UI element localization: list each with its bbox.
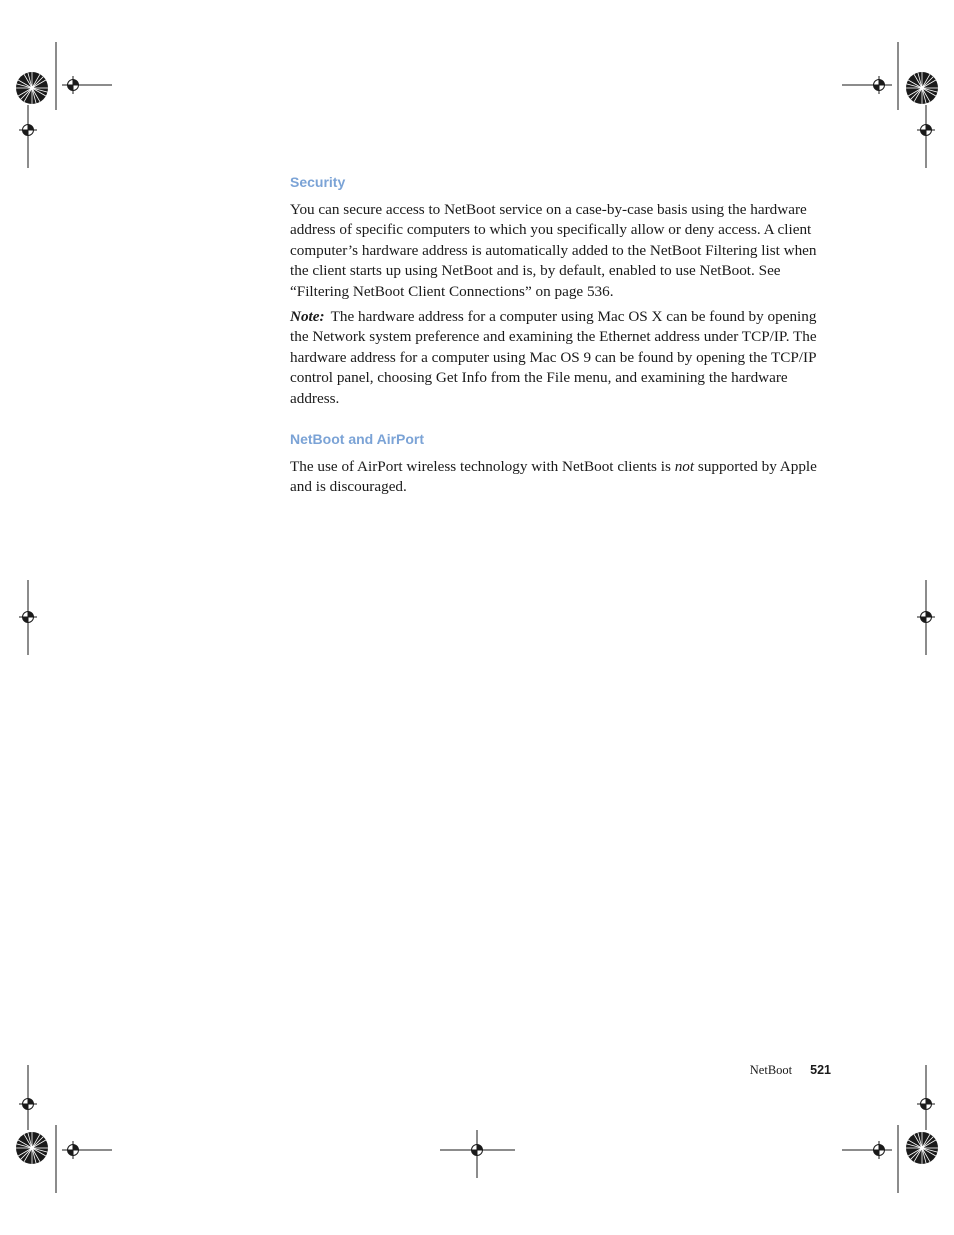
star-target-icon [16, 1132, 48, 1164]
page-number: 521 [810, 1063, 831, 1077]
security-paragraph: You can secure access to NetBoot service on a case-by-case basis using the hardware address of specific computers to which you specifically allow or deny access. A client computer’s hardware address is automatically added to the NetBoot Filtering list when the client starts up using NetBoot and is, by default, enabled to use NetBoot. See “Filtering NetBoot Client Connections” on page 536. [290, 201, 817, 300]
security-note [290, 307, 835, 409]
registration-mark-icon [19, 121, 37, 139]
section-heading-netboot-airport: NetBoot and AirPort [290, 431, 425, 448]
airport-text-emphasis: not [674, 458, 695, 476]
star-target-icon [906, 1132, 938, 1164]
registration-mark-icon [917, 608, 935, 626]
star-target-icon [16, 72, 48, 104]
airport-text-after: supported by Apple and is discouraged. [290, 458, 817, 496]
footer-chapter-title: NetBoot [749, 1063, 793, 1077]
section-heading-security: Security [290, 174, 346, 190]
registration-mark-icon [468, 1141, 486, 1159]
registration-mark-icon [19, 608, 37, 626]
page-footer [750, 1063, 831, 1078]
star-target-icon [906, 72, 938, 104]
airport-paragraph [290, 457, 835, 498]
registration-mark-icon [917, 1095, 935, 1113]
airport-text-before: The use of AirPort wireless technology with NetBoot clients is [290, 458, 675, 476]
registration-mark-icon [64, 76, 82, 94]
note-text: The hardware address for a computer using Mac OS X can be found by opening the Network system preference and examining the Ethernet address under TCP/IP. The hardware address for a computer using Mac OS 9 can be found by opening the TCP/IP control panel, choosing Get Info from the File menu, and examining the hardware address. [290, 308, 817, 407]
page-body [290, 172, 835, 498]
registration-mark-icon [19, 1095, 37, 1113]
registration-mark-icon [917, 121, 935, 139]
note-label: Note: [290, 308, 325, 326]
registration-mark-icon [64, 1141, 82, 1159]
registration-mark-icon [870, 1141, 888, 1159]
registration-mark-icon [870, 76, 888, 94]
